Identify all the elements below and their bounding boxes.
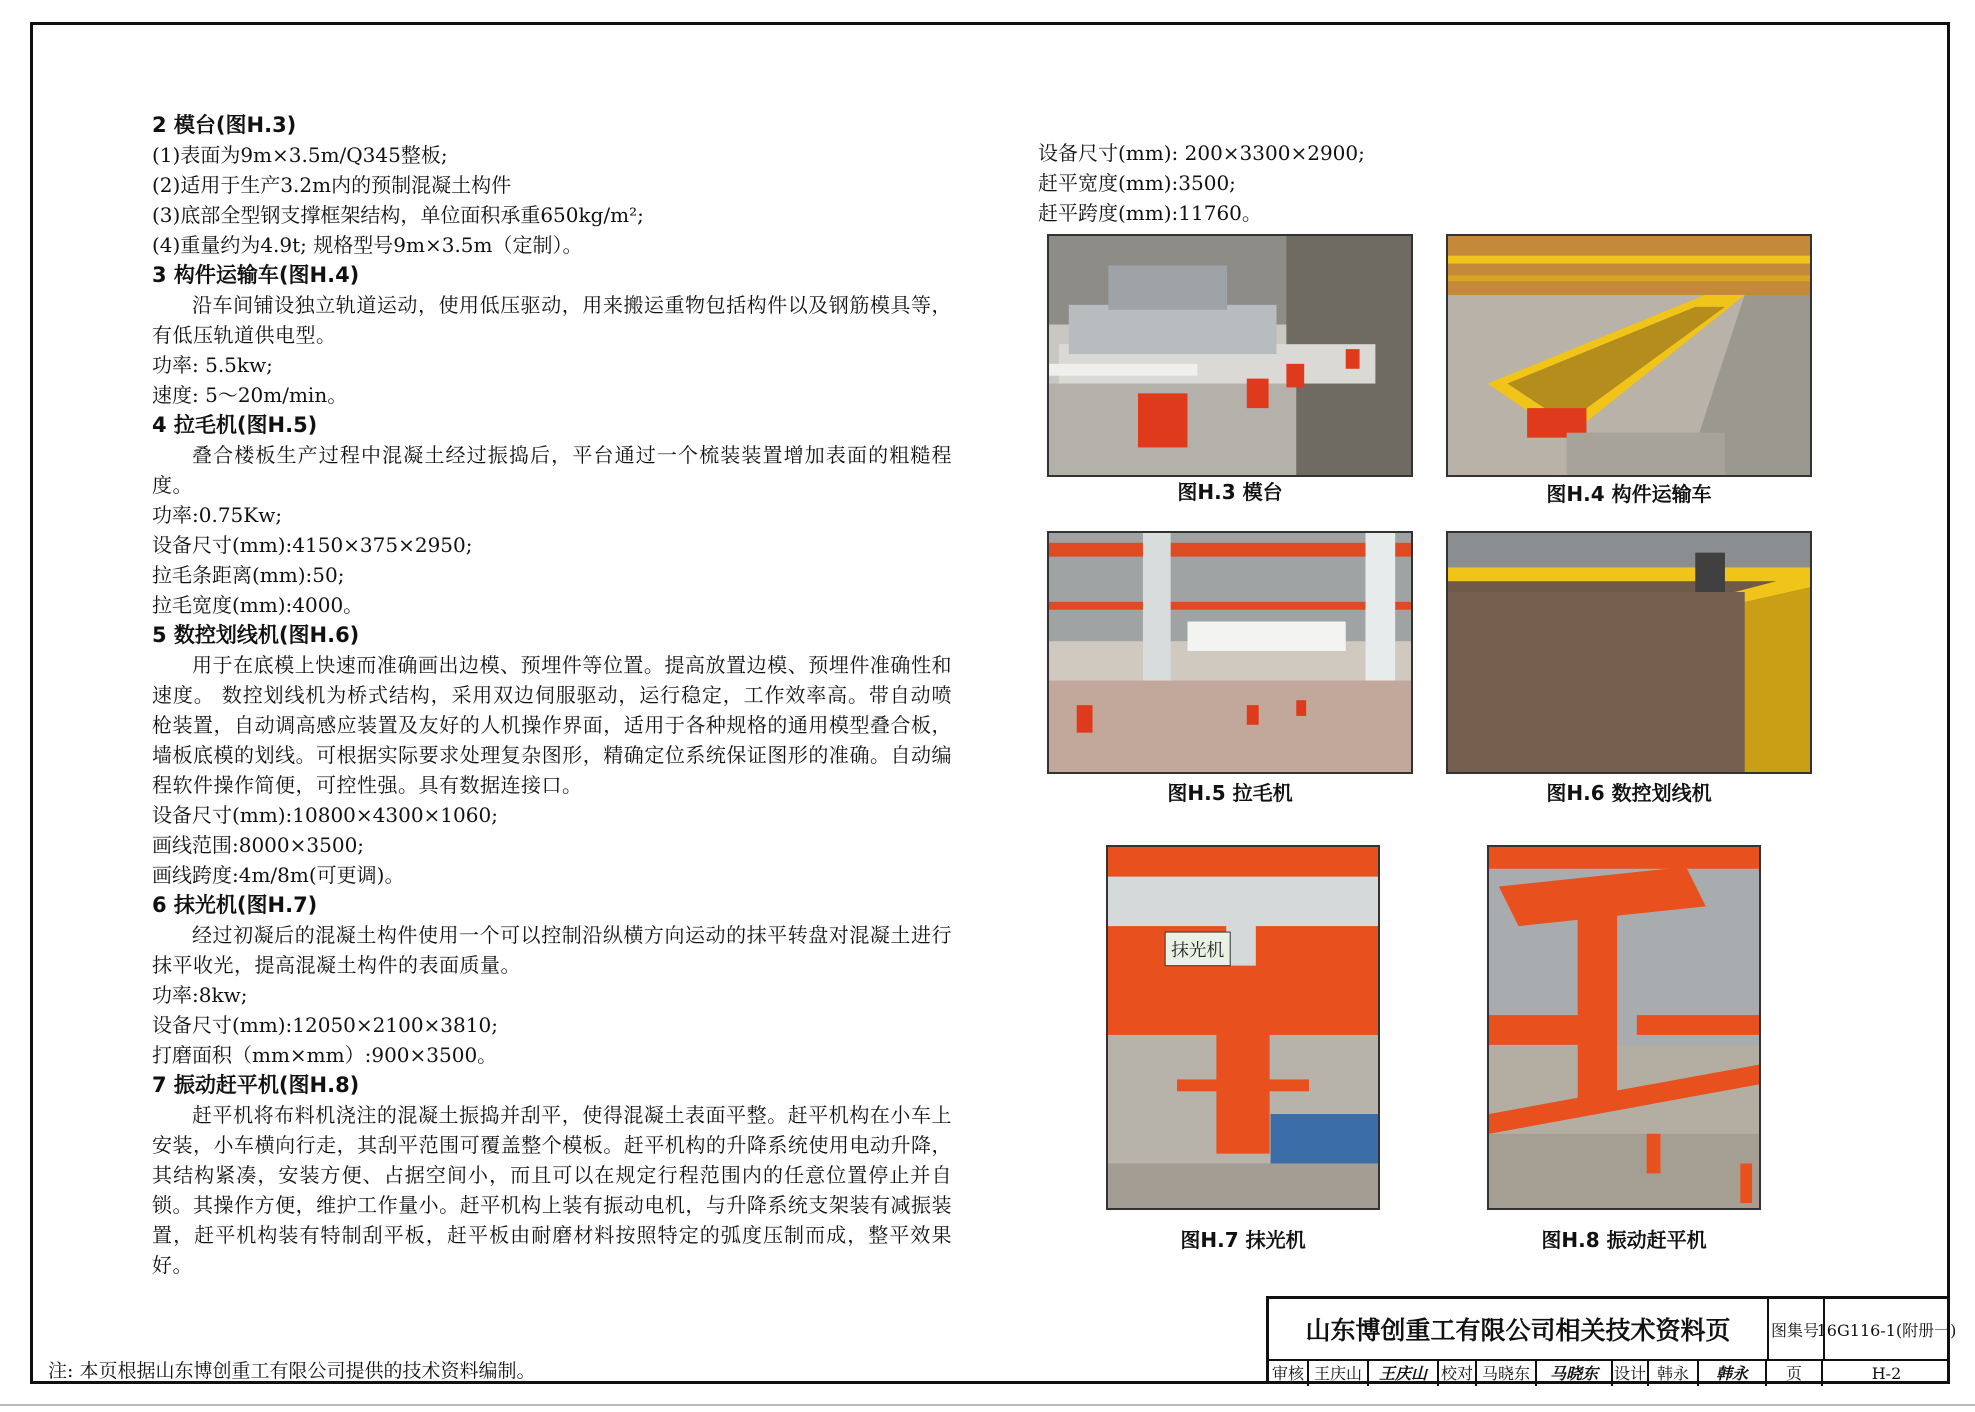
left-column [152,110,952,1280]
spec-line: 打磨面积（mm×mm）:900×3500。 [152,1043,498,1067]
figure-caption: 图H.7 抹光机 [1180,1228,1306,1252]
spec-line: 速度: 5～20m/min。 [152,383,348,407]
scan-edge-line [0,1404,1975,1406]
section-title: 5 数控划线机(图H.6) [152,623,360,647]
vibrating-screed-photo [1487,845,1761,1210]
design-label: 设计 [1613,1361,1649,1386]
atlas-number: 16G116-1(附册一) [1816,1320,1957,1340]
title-block [1266,1296,1957,1384]
figure-caption: 图H.4 构件运输车 [1546,482,1712,506]
designer-signature: 韩永 [1699,1361,1767,1386]
footnote: 注: 本页根据山东博创重工有限公司提供的技术资料编制。 [48,1360,536,1382]
transport-cart-photo [1446,234,1812,477]
section-title: 2 模台(图H.3) [152,113,297,137]
spec-line: 设备尺寸(mm):10800×4300×1060; [152,803,498,827]
spec-line: 拉毛宽度(mm):4000。 [152,593,364,617]
spec-line: 设备尺寸(mm): 200×3300×2900; [1038,141,1365,165]
section-transport-cart [152,260,952,410]
section-roughening-machine [152,410,952,620]
section-vibrating-screed [152,1070,952,1280]
section-paragraph: 用于在底模上快速而准确画出边模、预埋件等位置。提高放置边模、预埋件准确性和速度。 数控划线机为桥式结构，采用双边伺服驱动，运行稳定，工作效率高。带自动喷枪装置，自动调高感应装置及友好的人机操作界面，适用于各种规格的通用模型叠合板，墙板底模的划线。可根据实际要求处理复杂图形，精确定位系统保证图形的准确。自动编程软件操作简便，可控性强。具有数据连接口。 [152,653,952,797]
spec-line: 功率: 5.5kw; [152,353,273,377]
section-title: 4 拉毛机(图H.5) [152,413,318,437]
company-title: 山东博创重工有限公司相关技术资料页 [1269,1299,1769,1359]
spec-line: 设备尺寸(mm):4150×375×2950; [152,533,473,557]
figure-caption: 图H.8 振动赶平机 [1541,1228,1707,1252]
machine-sign: 抹光机 [1171,940,1225,961]
spec-line: 功率:8kw; [152,983,248,1007]
cnc-marking-machine-photo [1446,531,1812,774]
section-mold-platform [152,110,952,260]
casting-pallet-photo [1047,234,1413,477]
spec-line: 赶平宽度(mm):3500; [1038,171,1236,195]
section-title: 3 构件运输车(图H.4) [152,263,360,287]
spec-line: 画线范围:8000×3500; [152,833,365,857]
page-number: H-2 [1871,1364,1902,1383]
figure-caption: 图H.6 数控划线机 [1546,781,1712,805]
figure-caption: 图H.5 拉毛机 [1167,781,1293,805]
roughening-machine-photo [1047,531,1413,774]
spec-line: 拉毛条距离(mm):50; [152,563,345,587]
section-cnc-marking-machine [152,620,952,890]
screed-spec-block [1038,138,1538,228]
section-paragraph: 叠合楼板生产过程中混凝土经过振捣后，平台通过一个梳装装置增加表面的粗糙程度。 [152,443,952,497]
figure-caption: 图H.3 模台 [1177,480,1283,504]
checker-name: 马晓东 [1477,1361,1537,1386]
spec-line: 功率:0.75Kw; [152,503,283,527]
page-label: 页 [1767,1361,1823,1386]
spec-line: (3)底部全型钢支撑框架结构，单位面积承重650kg/m²; [152,203,644,227]
spec-line: 设备尺寸(mm):12050×2100×3810; [152,1013,498,1037]
reviewer-signature: 王庆山 [1369,1361,1439,1386]
signature-row [1269,1359,1950,1386]
review-label: 审核 [1269,1361,1309,1386]
reviewer-name: 王庆山 [1309,1361,1369,1386]
atlas-number-label: 图集号 [1767,1299,1825,1359]
section-paragraph: 经过初凝后的混凝土构件使用一个可以控制沿纵横方向运动的抹平转盘对混凝土进行抹平收光，提高混凝土构件的表面质量。 [152,923,952,977]
troweling-machine-photo [1106,845,1380,1210]
section-paragraph: 沿车间铺设独立轨道运动，使用低压驱动，用来搬运重物包括构件以及钢筋模具等，有低压轨道供电型。 [152,293,952,347]
spec-line: (2)适用于生产3.2m内的预制混凝土构件 [152,173,512,197]
check-label: 校对 [1439,1361,1477,1386]
spec-line: 赶平跨度(mm):11760。 [1038,201,1262,225]
section-title: 7 振动赶平机(图H.8) [152,1073,360,1097]
spec-line: (1)表面为9m×3.5m/Q345整板; [152,143,448,167]
spec-line: 画线跨度:4m/8m(可更调)。 [152,863,405,887]
section-paragraph: 赶平机将布料机浇注的混凝土振捣并刮平，使得混凝土表面平整。赶平机构在小车上安装，小车横向行走，其刮平范围可覆盖整个模板。赶平机构的升降系统使用电动升降，其结构紧凑，安装方便、占据空间小，而且可以在规定行程范围内的任意位置停止并自锁。其操作方便，维护工作量小。赶平机构上装有振动电机，与升降系统支架装有减振装置，赶平机构装有特制刮平板，赶平板由耐磨材料按照特定的弧度压制而成，整平效果好。 [152,1103,952,1277]
designer-name: 韩永 [1649,1361,1699,1386]
spec-line: (4)重量约为4.9t; 规格型号9m×3.5m（定制）。 [152,233,583,257]
checker-signature: 马晓东 [1537,1361,1613,1386]
section-troweling-machine [152,890,952,1070]
section-title: 6 抹光机(图H.7) [152,893,318,917]
